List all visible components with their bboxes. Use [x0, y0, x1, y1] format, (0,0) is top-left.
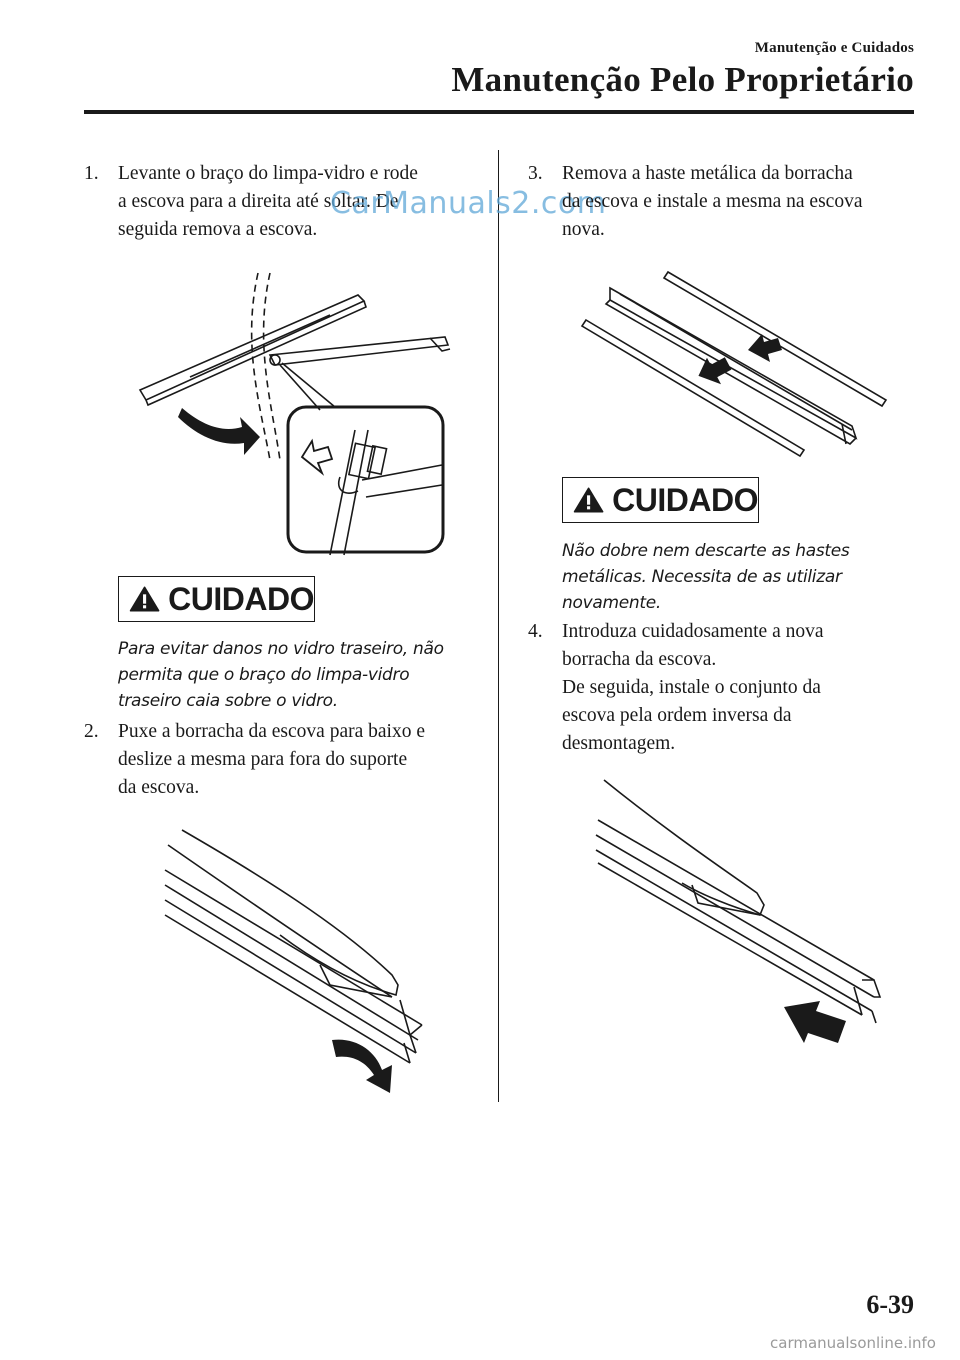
caution-text: [118, 636, 490, 714]
step-4: [528, 618, 928, 758]
step-line: a escova para a direita até soltar. De: [118, 191, 399, 212]
warning-icon: [129, 582, 160, 616]
step-number: 2.: [84, 721, 99, 742]
step-line: escova pela ordem inversa da: [562, 705, 792, 726]
warning-icon: [573, 483, 604, 517]
step-line: desmontagem.: [562, 733, 676, 754]
step-line: borracha da escova.: [562, 649, 717, 670]
caution-text: [562, 538, 934, 616]
caution-box: [118, 576, 315, 622]
step-number: 1.: [84, 163, 99, 184]
caution-line: Não dobre nem descarte as hastes: [562, 541, 850, 561]
step-line: da escova.: [118, 777, 200, 798]
step-line: deslize a mesma para fora do suporte: [118, 749, 408, 770]
step-line: Introduza cuidadosamente a nova: [562, 621, 824, 642]
step-number: 4.: [528, 621, 543, 642]
caution-line: Para evitar danos no vidro traseiro, não: [118, 639, 444, 659]
step-line: Remova a haste metálica da borracha: [562, 163, 853, 184]
caution-label: CUIDADO: [168, 580, 314, 617]
step-line: Levante o braço do limpa-vidro e rode: [118, 163, 418, 184]
step-line: De seguida, instale o conjunto da: [562, 677, 821, 698]
step-2: [84, 718, 484, 802]
figure-wiper-arm-removal: [130, 265, 460, 560]
caution-label: CUIDADO: [612, 481, 758, 518]
footer-site: carmanualsonline.info: [770, 1334, 936, 1352]
caution-line: traseiro caia sobre o vidro.: [118, 691, 338, 711]
step-line: Puxe a borracha da escova para baixo e: [118, 721, 425, 742]
column-divider: [498, 150, 499, 1102]
caution-line: novamente.: [562, 593, 661, 613]
step-line: seguida remova a escova.: [118, 219, 318, 240]
step-line: nova.: [562, 219, 605, 240]
caution-box: [562, 477, 759, 523]
caution-line: permita que o braço do limpa-vidro: [118, 665, 410, 685]
page-number: 6-39: [866, 1290, 914, 1319]
watermark: CarManuals2.com: [330, 186, 607, 221]
caution-line: metálicas. Necessita de as utilizar: [562, 567, 842, 587]
header-rule: [84, 110, 914, 114]
page-title: Manutenção Pelo Proprietário: [451, 60, 914, 99]
figure-metal-stays: [580, 268, 900, 463]
figure-insert-rubber: [592, 775, 892, 1050]
step-line: da escova e instale a mesma na escova: [562, 191, 863, 212]
section-label: Manutenção e Cuidados: [754, 40, 914, 56]
step-3: [528, 160, 928, 244]
figure-pull-rubber: [160, 825, 440, 1095]
step-number: 3.: [528, 163, 543, 184]
